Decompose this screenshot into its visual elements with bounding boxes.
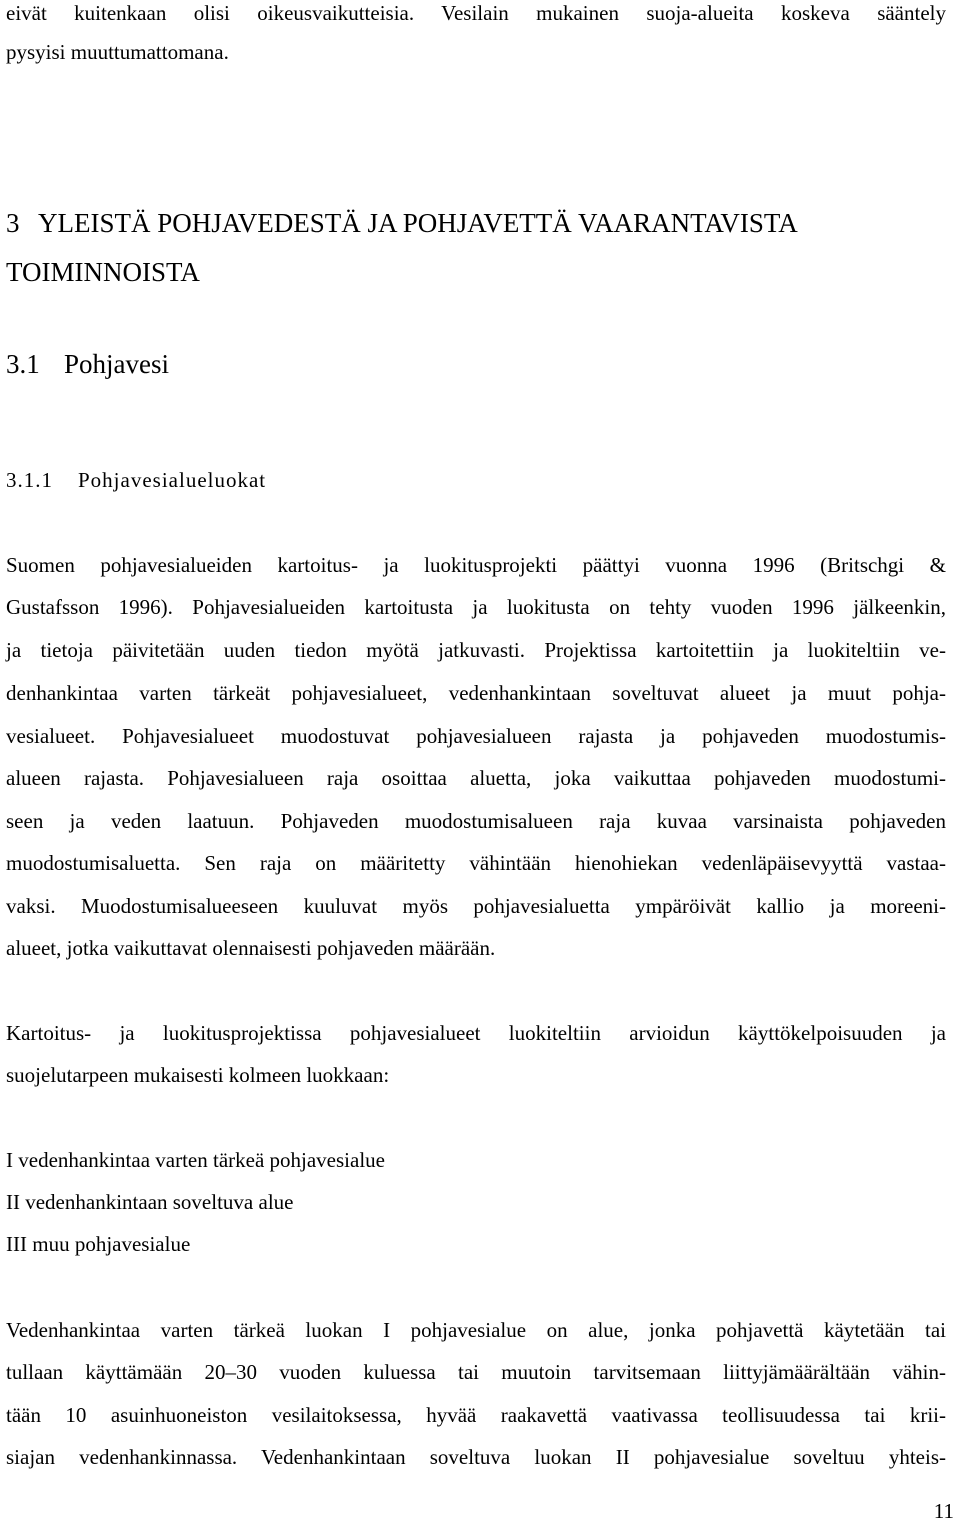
body-text-line: Gustafsson 1996). Pohjavesialueiden kartoitusta ja luokitusta on tehty vuoden 1996 jälkeenkin,: [6, 595, 946, 619]
page-number: 11: [933, 1499, 954, 1523]
body-text-line: Suomen pohjavesialueiden kartoitus- ja luokitusprojekti päättyi vuonna 1996 (Britschgi &: [6, 553, 946, 577]
body-text-line: vesialueet. Pohjavesialueet muodostuvat pohjavesialueen rajasta ja pohjaveden muodostumis-: [6, 724, 946, 748]
body-text-line: ja tietoja päivitetään uuden tiedon myötä jatkuvasti. Projektissa kartoitettiin ja luokiteltiin ve-: [6, 638, 946, 662]
chapter-number: 3: [6, 208, 20, 238]
body-text-line: siajan vedenhankinnassa. Vedenhankintaan soveltuva luokan II pohjavesialue soveltuu yhteis-: [6, 1445, 946, 1469]
list-item: I vedenhankintaa varten tärkeä pohjavesialue: [6, 1148, 385, 1172]
list-item: III muu pohjavesialue: [6, 1232, 191, 1256]
chapter-title-line: YLEISTÄ POHJAVEDESTÄ JA POHJAVETTÄ VAARANTAVISTA: [38, 208, 798, 238]
body-text-line: Kartoitus- ja luokitusprojektissa pohjavesialueet luokiteltiin arvioidun käyttökelpoisuuden ja: [6, 1021, 946, 1045]
body-text-line: alueet, jotka vaikuttavat olennaisesti pohjaveden määrään.: [6, 936, 496, 960]
body-text-line: denhankintaa varten tärkeät pohjavesialueet, vedenhankintaan soveltuvat alueet ja muut pohja-: [6, 681, 946, 705]
body-text-line: alueen rajasta. Pohjavesialueen raja osoittaa aluetta, joka vaikuttaa pohjaveden muodostumi-: [6, 766, 946, 790]
section-title: Pohjavesi: [64, 349, 169, 379]
body-text-line: muodostumisaluetta. Sen raja on määritetty vähintään hienohiekan vedenläpäisevyyttä vastaa-: [6, 851, 946, 875]
section-number: 3.1: [6, 349, 40, 379]
list-item: II vedenhankintaan soveltuva alue: [6, 1190, 294, 1214]
subsection-title: Pohjavesialueluokat: [78, 468, 267, 492]
body-text-line: pysyisi muuttumattomana.: [6, 40, 229, 64]
body-text-line: tään 10 asuinhuoneiston vesilaitoksessa, hyvää raakavettä vaativassa teollisuudessa tai krii-: [6, 1403, 946, 1427]
body-text-line: eivät kuitenkaan olisi oikeusvaikutteisia. Vesilain mukainen suoja-alueita koskeva sääntely: [6, 1, 946, 25]
section-heading: [6, 347, 169, 381]
chapter-title-line: TOIMINNOISTA: [6, 257, 200, 287]
chapter-heading: [6, 206, 946, 240]
subsection-heading: [6, 467, 266, 493]
body-text-line: seen ja veden laatuun. Pohjaveden muodostumisalueen raja kuvaa varsinaista pohjaveden: [6, 809, 946, 833]
subsection-number: 3.1.1: [6, 468, 53, 492]
body-text-line: vaksi. Muodostumisalueeseen kuuluvat myös pohjavesialuetta ympäröivät kallio ja moreeni-: [6, 894, 946, 918]
body-text-line: Vedenhankintaa varten tärkeä luokan I pohjavesialue on alue, jonka pohjavettä käytetään tai: [6, 1318, 946, 1342]
body-text-line: suojelutarpeen mukaisesti kolmeen luokkaan:: [6, 1063, 390, 1087]
body-text-line: tullaan käyttämään 20–30 vuoden kuluessa tai muutoin tarvitsemaan liittyjämäärältään vähin-: [6, 1360, 946, 1384]
